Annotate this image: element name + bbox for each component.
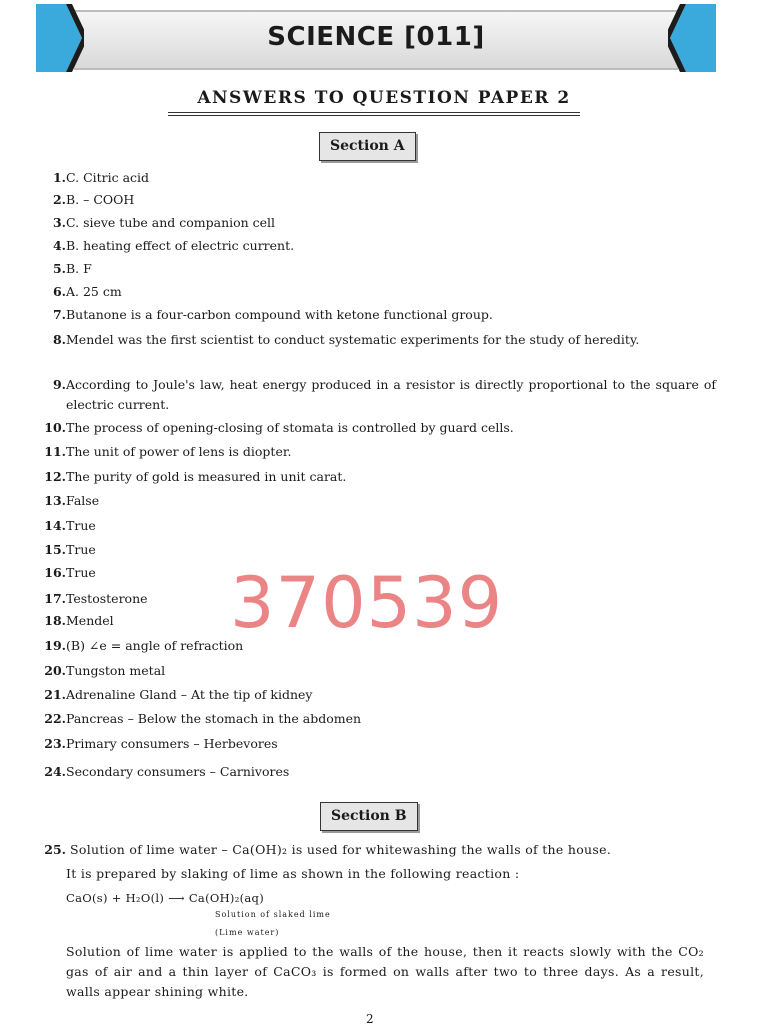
answer-number: 13. (44, 493, 66, 508)
answer-number: 22. (44, 711, 66, 726)
answer-item (36, 442, 716, 462)
answer-text: Adrenaline Gland – At the tip of kidney (66, 687, 313, 702)
answer-number: 9. (52, 377, 66, 392)
answer-number: 14. (44, 518, 66, 533)
answer-text: Butanone is a four-carbon compound with ketone functional group. (66, 307, 493, 322)
answer-number: 3. (52, 215, 66, 230)
answer-text: Mendel (66, 613, 114, 628)
answer-text: B. F (66, 261, 92, 276)
answer-number: 18. (44, 613, 66, 628)
answer-item (36, 213, 716, 233)
answer-item (36, 685, 716, 705)
answer-number: 25. (44, 842, 66, 857)
answer-text: False (66, 493, 100, 508)
answer-number: 6. (52, 284, 66, 299)
answer-text: Secondary consumers – Carnivores (66, 764, 290, 779)
subtitle-rule-top (168, 112, 580, 113)
answer-number: 15. (44, 542, 66, 557)
answer-text: True (66, 565, 96, 580)
answer-text: Mendel was the first scientist to conduct systematic experiments for the study of heredity. (66, 332, 640, 347)
answer-number: 1. (52, 170, 66, 185)
section-b-heading: Section B (320, 802, 418, 831)
answer-text: A. 25 cm (66, 284, 122, 299)
answer-25-line1: Solution of lime water – Ca(OH)₂ is used for whitewashing the walls of the house. (70, 842, 612, 857)
answer-text: B. – COOH (66, 192, 135, 207)
answer-item (36, 190, 716, 210)
answer-number: 7. (52, 307, 66, 322)
answer-item (36, 418, 716, 438)
section-a-heading: Section A (319, 132, 416, 161)
answer-number: 19. (44, 638, 66, 653)
answer-25-line2: It is prepared by slaking of lime as shown in the following reaction : (66, 866, 520, 881)
answer-item (36, 168, 716, 188)
page-number: 2 (366, 1012, 374, 1026)
answer-text: Testosterone (66, 591, 148, 606)
answer-25-paragraph: Solution of lime water is applied to the walls of the house, then it reacts slowly with the CO₂ gas of air and a thin layer of CaCO₃ is formed on walls after two to three days. As a result, walls appear shining white. (66, 944, 704, 999)
answer-number: 2. (52, 192, 66, 207)
header-banner (36, 4, 716, 72)
answer-text: According to Joule's law, heat energy produced in a resistor is directly proportional to the square of electric current. (66, 377, 716, 412)
watermark: 370539 (230, 562, 504, 644)
answer-number: 20. (44, 663, 66, 678)
paper-subtitle: ANSWERS TO QUESTION PAPER 2 (197, 88, 571, 108)
answer-number: 4. (52, 238, 66, 253)
answer-item (36, 540, 716, 560)
answer-item (36, 516, 716, 536)
answer-text: (B) ∠e = angle of refraction (66, 638, 244, 653)
answer-text: Pancreas – Below the stomach in the abdomen (66, 711, 362, 726)
answer-item (36, 330, 716, 350)
answer-25 (36, 840, 716, 860)
answer-text: True (66, 542, 96, 557)
answer-item (36, 661, 716, 681)
answer-item (36, 467, 716, 487)
answer-text: The unit of power of lens is diopter. (66, 444, 292, 459)
answer-item (36, 259, 716, 279)
answer-item (36, 709, 716, 729)
answer-number: 5. (52, 261, 66, 276)
answer-text: C. sieve tube and companion cell (66, 215, 276, 230)
answer-item (36, 282, 716, 302)
answer-number: 24. (44, 764, 66, 779)
answer-item (36, 491, 716, 511)
equation-note-2: (Lime water) (215, 928, 280, 937)
answer-text: B. heating effect of electric current. (66, 238, 295, 253)
answer-text: Tungston metal (66, 663, 166, 678)
answer-text: The purity of gold is measured in unit carat. (66, 469, 347, 484)
answer-item (36, 236, 716, 256)
answer-item (36, 734, 716, 754)
answer-text: Primary consumers – Herbevores (66, 736, 278, 751)
answer-number: 8. (52, 332, 66, 347)
answer-number: 12. (44, 469, 66, 484)
answer-text: C. Citric acid (66, 170, 150, 185)
answer-number: 10. (44, 420, 66, 435)
page-title: SCIENCE [011] (267, 22, 485, 52)
answer-text: The process of opening-closing of stomata is controlled by guard cells. (66, 420, 514, 435)
answer-text: True (66, 518, 96, 533)
answer-item (36, 762, 716, 782)
answer-number: 21. (44, 687, 66, 702)
answer-number: 16. (44, 565, 66, 580)
answer-item (36, 305, 716, 325)
answer-number: 11. (44, 444, 66, 459)
answer-number: 17. (44, 591, 66, 606)
answer-number: 23. (44, 736, 66, 751)
reaction-equation: CaO(s) + H₂O(l) ⟶ Ca(OH)₂(aq) (66, 891, 265, 905)
subtitle-rule-bottom (168, 115, 580, 116)
equation-note-1: Solution of slaked lime (215, 910, 331, 919)
answer-item (36, 375, 716, 415)
